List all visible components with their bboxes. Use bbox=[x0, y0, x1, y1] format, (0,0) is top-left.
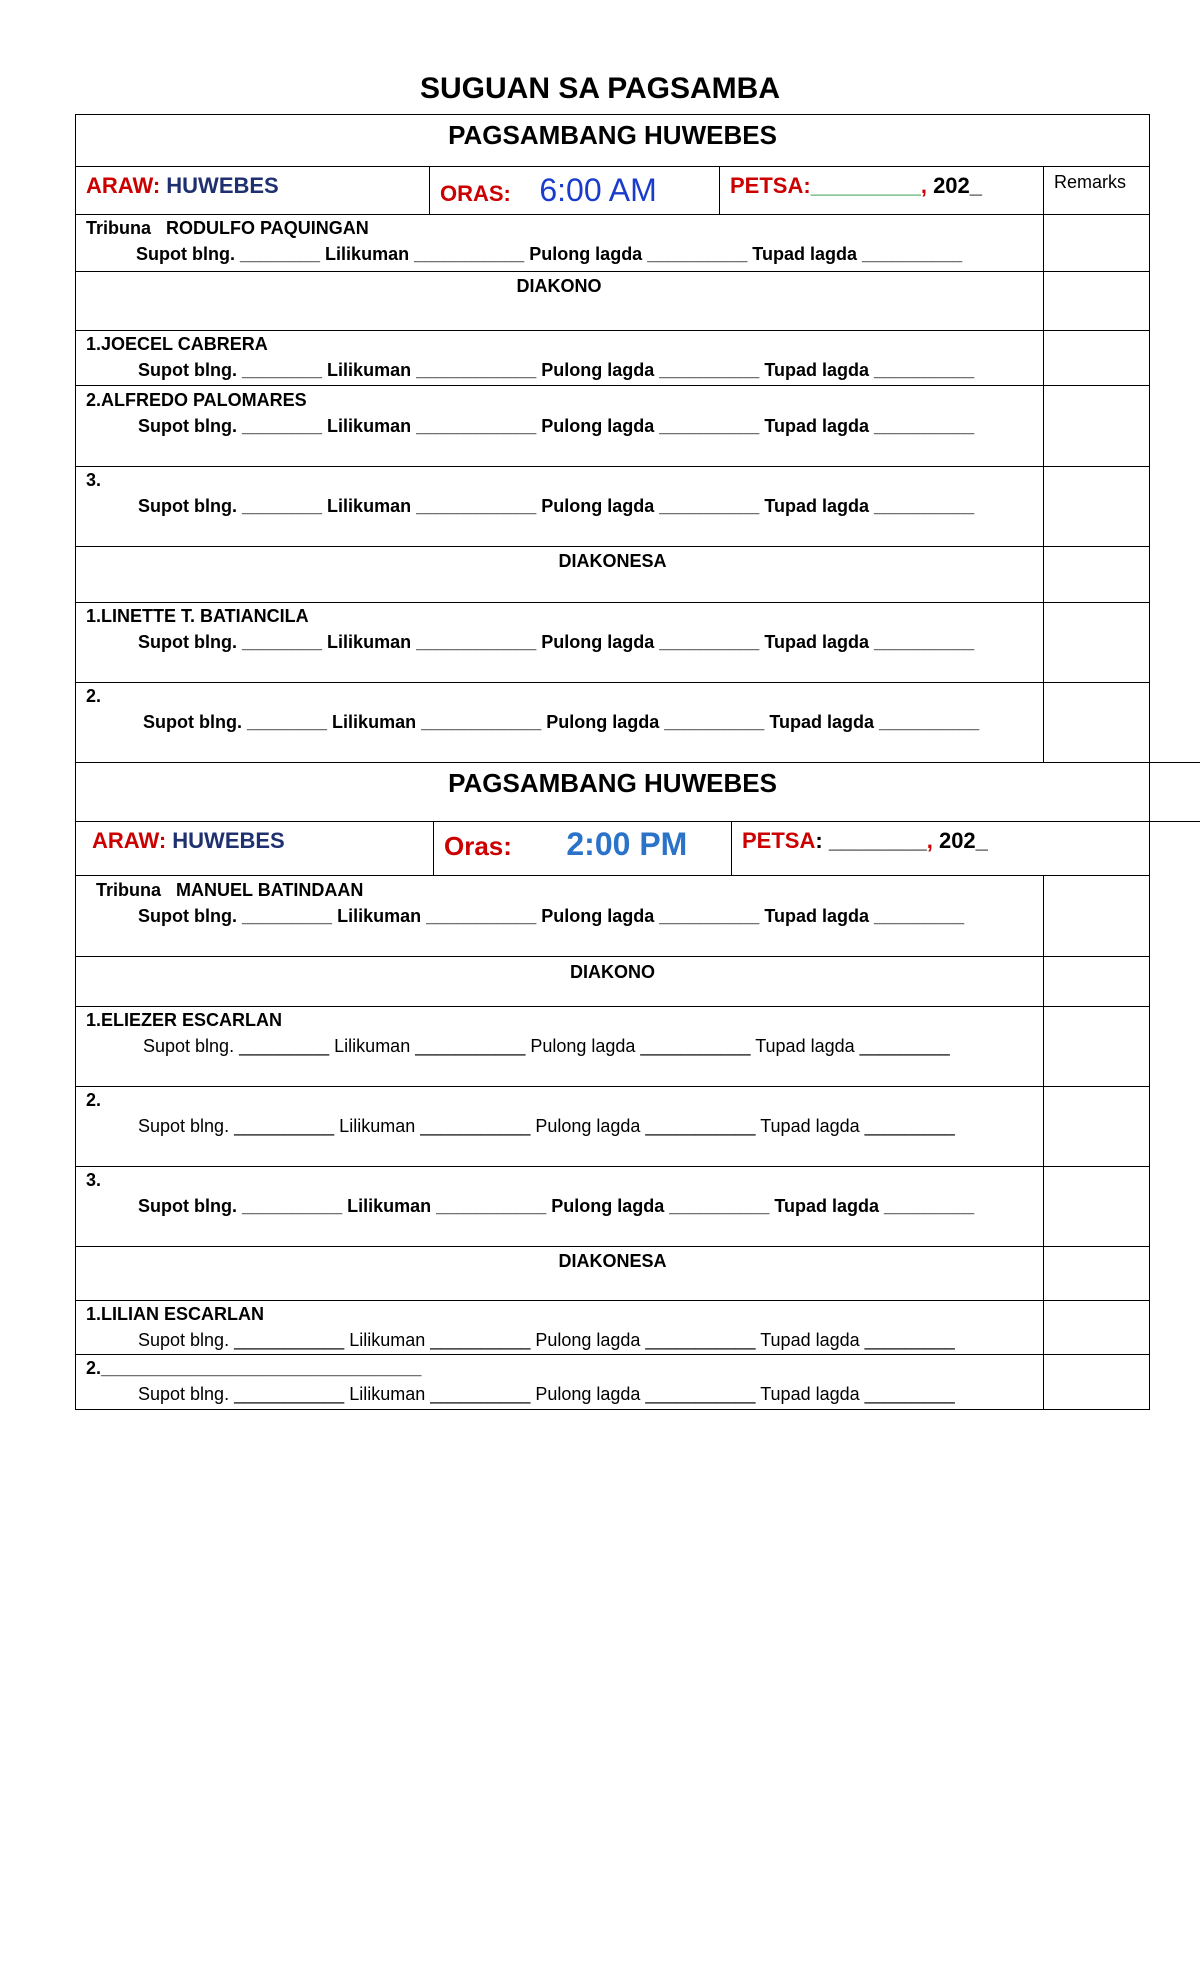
diakonesa-name: 2.________________________________ bbox=[86, 1358, 422, 1378]
section-heading: PAGSAMBANG HUWEBES bbox=[448, 768, 777, 798]
diakono-heading: DIAKONO bbox=[516, 276, 602, 296]
diakono-fields: Supot blng. _________ Lilikuman ___________ Pulong lagda ___________ Tupad lagda _________ bbox=[143, 1036, 950, 1056]
diakono-fields: Supot blng. ________ Lilikuman ____________ Pulong lagda __________ Tupad lagda __________ bbox=[138, 496, 975, 516]
tribuna-row: Tribuna MANUEL BATINDAAN bbox=[96, 880, 364, 900]
diakono-name: 1.ELIEZER ESCARLAN bbox=[86, 1010, 283, 1030]
oras-field: ORAS: 6:00 AM bbox=[440, 172, 657, 208]
diakono-fields: Supot blng. __________ Lilikuman ___________ Pulong lagda ___________ Tupad lagda _________ bbox=[138, 1116, 955, 1136]
diakonesa-heading: DIAKONESA bbox=[558, 1251, 667, 1271]
diakonesa-fields: Supot blng. ___________ Lilikuman __________ Pulong lagda ___________ Tupad lagda _________ bbox=[138, 1384, 955, 1404]
tribuna-row: Tribuna RODULFO PAQUINGAN bbox=[86, 218, 369, 238]
diakono-fields: Supot blng. ________ Lilikuman ____________ Pulong lagda __________ Tupad lagda __________ bbox=[138, 416, 975, 436]
araw-field: ARAW: HUWEBES bbox=[92, 828, 285, 853]
document-title: SUGUAN SA PAGSAMBA bbox=[419, 72, 780, 105]
tribuna-fields: Supot blng. _________ Lilikuman ___________ Pulong lagda __________ Tupad lagda _________ bbox=[138, 906, 965, 926]
diakono-heading: DIAKONO bbox=[570, 962, 655, 982]
diakonesa-fields: Supot blng. ___________ Lilikuman __________ Pulong lagda ___________ Tupad lagda _________ bbox=[138, 1330, 955, 1350]
petsa-field: PETSA: ________, 202_ bbox=[742, 828, 988, 853]
diakonesa-name: 1.LILIAN ESCARLAN bbox=[86, 1304, 265, 1324]
tribuna-fields: Supot blng. ________ Lilikuman ___________ Pulong lagda __________ Tupad lagda __________ bbox=[136, 244, 963, 264]
diakonesa-name: 2. bbox=[86, 686, 102, 706]
oras-field: Oras: 2:00 PM bbox=[444, 826, 688, 862]
remarks-header: Remarks bbox=[1054, 172, 1127, 192]
diakono-name: 2. bbox=[86, 1090, 102, 1110]
diakono-name: 3. bbox=[86, 1170, 102, 1190]
diakonesa-name: 1.LINETTE T. BATIANCILA bbox=[86, 606, 309, 626]
diakono-name: 2.ALFREDO PALOMARES bbox=[86, 390, 307, 410]
diakonesa-fields: Supot blng. ________ Lilikuman ____________ Pulong lagda __________ Tupad lagda __________ bbox=[143, 712, 980, 732]
diakono-name: 1.JOECEL CABRERA bbox=[86, 334, 268, 354]
diakono-fields: Supot blng. ________ Lilikuman ____________ Pulong lagda __________ Tupad lagda __________ bbox=[138, 360, 975, 380]
section-heading: PAGSAMBANG HUWEBES bbox=[448, 120, 777, 150]
petsa-field: PETSA:_________, 202_ bbox=[730, 173, 983, 198]
diakonesa-fields: Supot blng. ________ Lilikuman ____________ Pulong lagda __________ Tupad lagda __________ bbox=[138, 632, 975, 652]
diakono-name: 3. bbox=[86, 470, 102, 490]
diakonesa-heading: DIAKONESA bbox=[558, 551, 667, 571]
diakono-fields: Supot blng. __________ Lilikuman ___________ Pulong lagda __________ Tupad lagda _________ bbox=[138, 1196, 975, 1216]
araw-field: ARAW: HUWEBES bbox=[86, 173, 279, 198]
